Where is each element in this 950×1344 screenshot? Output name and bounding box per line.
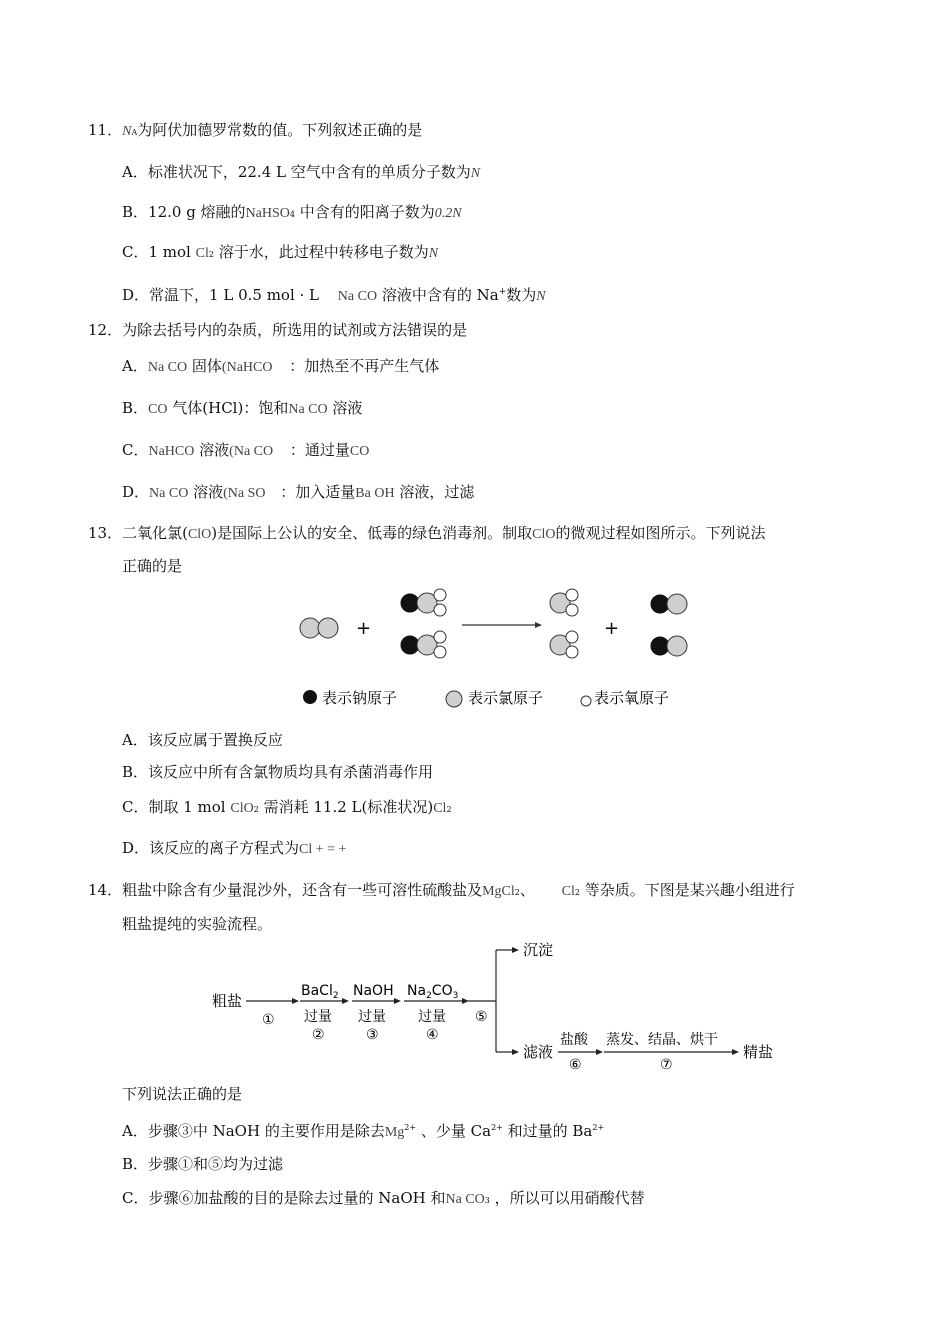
q13-stem: 13．二氧化氯(ClO)是国际上公认的安全、低毒的绿色消毒剂。制取ClO的微观过程如图所示。下列说法: [88, 524, 766, 542]
plus-sign: +: [356, 618, 372, 639]
oxygen-atom: [434, 646, 446, 658]
chlorine-atom: [300, 618, 320, 638]
oxygen-atom: [566, 631, 578, 643]
step-1-label: ①: [262, 1012, 275, 1028]
q14-option-a: A．步骤③中 NaOH 的主要作用是除去$Mg^{2+}$ 、少量 $Ca^{2+}$ 和过量的 $Ba^{2+}$: [122, 1122, 605, 1140]
reagent-bacl2: BaCl$_2$: [301, 983, 339, 1001]
q13-option-a: A．该反应属于置换反应: [122, 731, 283, 749]
oxygen-atom: [434, 604, 446, 616]
filtrate-label: 滤液: [523, 1043, 554, 1061]
sodium-atom: [651, 595, 669, 613]
step-3-label: ③: [366, 1027, 379, 1043]
q14-option-b: B．步骤①和⑤均为过滤: [122, 1155, 284, 1173]
q14-stem-continued: 粗盐提纯的实验流程。: [122, 915, 273, 933]
amount-label-2: 过量: [304, 1009, 332, 1025]
q14-prompt: 下列说法正确的是: [122, 1085, 243, 1103]
legend-chlorine-icon: [446, 691, 462, 707]
reagent-hcl: 盐酸: [560, 1032, 588, 1048]
legend-oxygen-label: 表示氧原子: [594, 689, 670, 707]
process-label: 蒸发、结晶、烘干: [606, 1032, 718, 1048]
step-2-label: ②: [312, 1027, 325, 1043]
oxygen-atom: [566, 589, 578, 601]
q11-option-b: B．12.0 g 熔融的NaHSO4 中含有的阳离子数为0.2N: [122, 203, 462, 221]
sodium-atom: [401, 636, 419, 654]
q11-stem: 11．NA为阿伏加德罗常数的值。下列叙述正确的是: [88, 121, 423, 139]
reaction-arrowhead: [535, 622, 542, 628]
precipitate-label: 沉淀: [523, 941, 554, 959]
q13-option-b: B．该反应中所有含氯物质均具有杀菌消毒作用: [122, 763, 434, 781]
flow-start-label: 粗盐: [212, 992, 243, 1010]
purification-flowchart: [200, 938, 800, 1078]
q11-option-d: D．常温下，1 L 0.5 mol · L Na CO 溶液中含有的 Na+数为N: [122, 286, 546, 304]
q11-option-a: A．标准状况下，22.4 L 空气中含有的单质分子数为N: [122, 163, 481, 181]
molecule-reaction-diagram: [290, 585, 710, 715]
oxygen-atom: [566, 646, 578, 658]
step-6-label: ⑥: [569, 1057, 582, 1073]
q14-stem: 14．粗盐中除含有少量混沙外，还含有一些可溶性硫酸盐及MgCl2、 Cl2 等杂质。下图是某兴趣小组进行: [88, 881, 795, 899]
oxygen-atom: [566, 604, 578, 616]
oxygen-atom: [434, 631, 446, 643]
legend-sodium-label: 表示钠原子: [322, 689, 398, 707]
chlorine-atom: [318, 618, 338, 638]
q12-option-a: A．Na CO 固体(NaHCO ：加热至不再产生气体: [122, 357, 440, 375]
legend-oxygen-icon: [581, 696, 591, 706]
reagent-naoh: NaOH: [353, 983, 394, 999]
amount-label-4: 过量: [418, 1009, 446, 1025]
q13-option-d: D．该反应的离子方程式为Cl + = +: [122, 839, 347, 857]
q14-option-c: C．步骤⑥加盐酸的目的是除去过量的 NaOH 和Na CO3 ，所以可以用硝酸代替: [122, 1189, 645, 1207]
step-7-label: ⑦: [660, 1057, 673, 1073]
chlorine-atom: [667, 636, 687, 656]
q12-option-d: D．Na CO 溶液(Na SO ：加入适量Ba OH 溶液，过滤: [122, 483, 475, 501]
step-5-label: ⑤: [475, 1009, 488, 1025]
chlorine-atom: [667, 594, 687, 614]
q11-option-c: C．1 mol Cl2 溶于水，此过程中转移电子数为N: [122, 243, 439, 261]
legend-sodium-icon: [303, 690, 317, 704]
sodium-atom: [401, 594, 419, 612]
q13-stem-continued: 正确的是: [122, 557, 183, 575]
step-4-label: ④: [426, 1027, 439, 1043]
q12-option-c: C．NaHCO 溶液(Na CO ：通过量CO: [122, 441, 370, 459]
q13-option-c: C．制取 1 mol ClO2 需消耗 11.2 L(标准状况)Cl2: [122, 798, 452, 816]
product-label: 精盐: [743, 1043, 774, 1061]
reagent-na2co3: $Na_2CO_3$: [407, 983, 459, 1001]
legend-chlorine-label: 表示氯原子: [468, 689, 544, 707]
sodium-atom: [651, 637, 669, 655]
oxygen-atom: [434, 589, 446, 601]
q12-stem: 12．为除去括号内的杂质，所选用的试剂或方法错误的是: [88, 321, 468, 339]
amount-label-3: 过量: [358, 1009, 386, 1025]
q12-option-b: B．CO 气体(HCl)：饱和Na CO 溶液: [122, 399, 363, 417]
plus-sign: +: [604, 618, 620, 639]
